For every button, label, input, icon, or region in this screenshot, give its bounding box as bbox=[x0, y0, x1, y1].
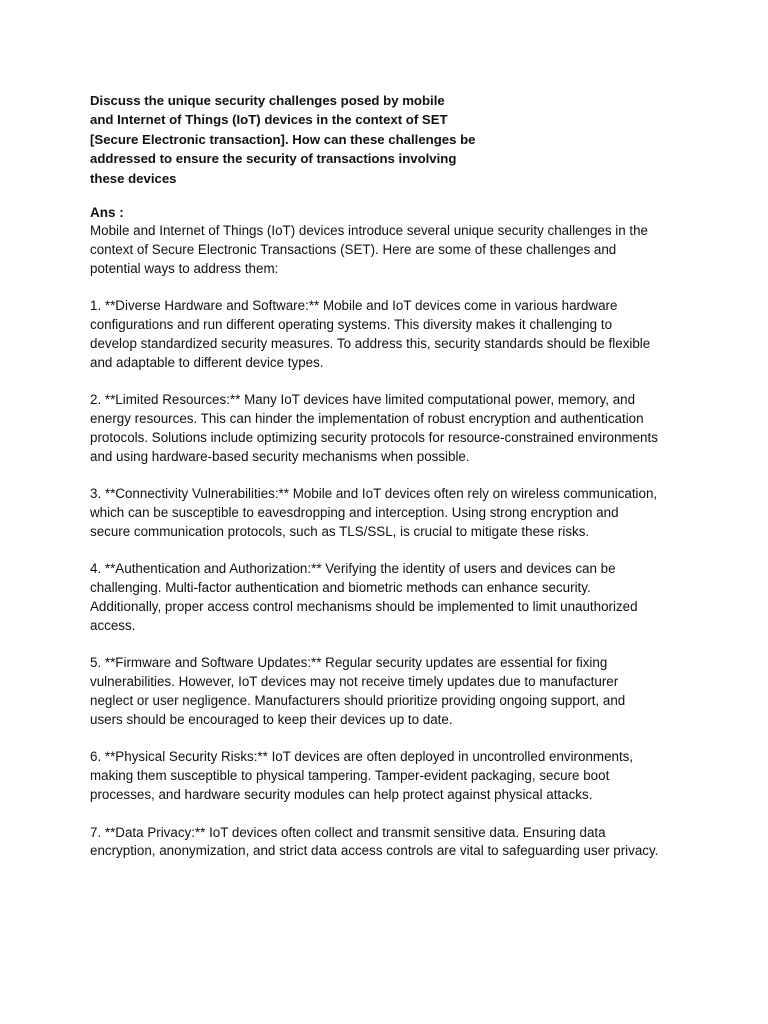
question-heading bbox=[90, 91, 510, 188]
question-line: and Internet of Things (IoT) devices in the context of SET bbox=[90, 112, 448, 128]
list-item-authentication bbox=[90, 560, 690, 635]
text-line: 6. **Physical Security Risks:** IoT devices are often deployed in uncontrolled environments, bbox=[90, 749, 634, 765]
text-line: secure communication protocols, such as TLS/SSL, is crucial to mitigate these risks. bbox=[90, 523, 590, 539]
text-line: 1. **Diverse Hardware and Software:** Mobile and IoT devices come in various hardware bbox=[90, 298, 618, 314]
text-line: 5. **Firmware and Software Updates:** Regular security updates are essential for fixing bbox=[90, 655, 608, 671]
text-line: neglect or user negligence. Manufacturers should prioritize providing ongoing support, and bbox=[90, 692, 626, 708]
text-line: access. bbox=[90, 617, 136, 633]
text-line: Additionally, proper access control mechanisms should be implemented to limit unauthorized bbox=[90, 598, 638, 614]
text-line: 4. **Authentication and Authorization:** Verifying the identity of users and devices can be bbox=[90, 561, 616, 577]
text-line: challenging. Multi-factor authentication and biometric methods can enhance security. bbox=[90, 580, 591, 596]
list-item-diverse-hardware bbox=[90, 297, 690, 372]
answer-label: Ans : bbox=[90, 205, 124, 220]
text-line: processes, and hardware security modules can help protect against physical attacks. bbox=[90, 786, 593, 802]
text-line: which can be susceptible to eavesdropping and interception. Using strong encryption and bbox=[90, 504, 619, 520]
list-item-limited-resources bbox=[90, 391, 690, 466]
text-line: and adaptable to different device types. bbox=[90, 354, 324, 370]
text-line: vulnerabilities. However, IoT devices may not receive timely updates due to manufacturer bbox=[90, 674, 619, 690]
text-line: protocols. Solutions include optimizing security protocols for resource-constrained environments bbox=[90, 429, 658, 445]
text-line: context of Secure Electronic Transactions (SET). Here are some of these challenges and bbox=[90, 241, 617, 257]
list-item-data-privacy bbox=[90, 824, 690, 862]
text-line: users should be encouraged to keep their devices up to date. bbox=[90, 711, 453, 727]
text-line: potential ways to address them: bbox=[90, 260, 279, 276]
text-line: encryption, anonymization, and strict data access controls are vital to safeguarding user privacy. bbox=[90, 843, 659, 859]
text-line: Mobile and Internet of Things (IoT) devices introduce several unique security challenges in the bbox=[90, 223, 649, 238]
question-line: Discuss the unique security challenges posed by mobile bbox=[90, 93, 445, 108]
intro-paragraph bbox=[90, 222, 690, 278]
text-line: energy resources. This can hinder the implementation of robust encryption and authentication bbox=[90, 410, 644, 426]
question-line: these devices bbox=[90, 170, 177, 186]
text-line: and using hardware-based security mechanisms when possible. bbox=[90, 448, 470, 464]
list-item-firmware-updates bbox=[90, 654, 690, 729]
text-line: 7. **Data Privacy:** IoT devices often collect and transmit sensitive data. Ensuring data bbox=[90, 824, 606, 840]
text-line: configurations and run different operating systems. This diversity makes it challenging to bbox=[90, 316, 613, 332]
text-line: 2. **Limited Resources:** Many IoT devices have limited computational power, memory, and bbox=[90, 392, 636, 408]
question-line: [Secure Electronic transaction]. How can these challenges be bbox=[90, 131, 476, 147]
text-line: making them susceptible to physical tampering. Tamper-evident packaging, secure boot bbox=[90, 768, 610, 784]
answer-body bbox=[90, 222, 690, 880]
list-item-connectivity bbox=[90, 485, 690, 541]
question-line: addressed to ensure the security of transactions involving bbox=[90, 151, 457, 167]
text-line: develop standardized security measures. To address this, security standards should be flexible bbox=[90, 335, 651, 351]
list-item-physical-security bbox=[90, 748, 690, 804]
text-line: 3. **Connectivity Vulnerabilities:** Mobile and IoT devices often rely on wireless communication, bbox=[90, 486, 658, 502]
